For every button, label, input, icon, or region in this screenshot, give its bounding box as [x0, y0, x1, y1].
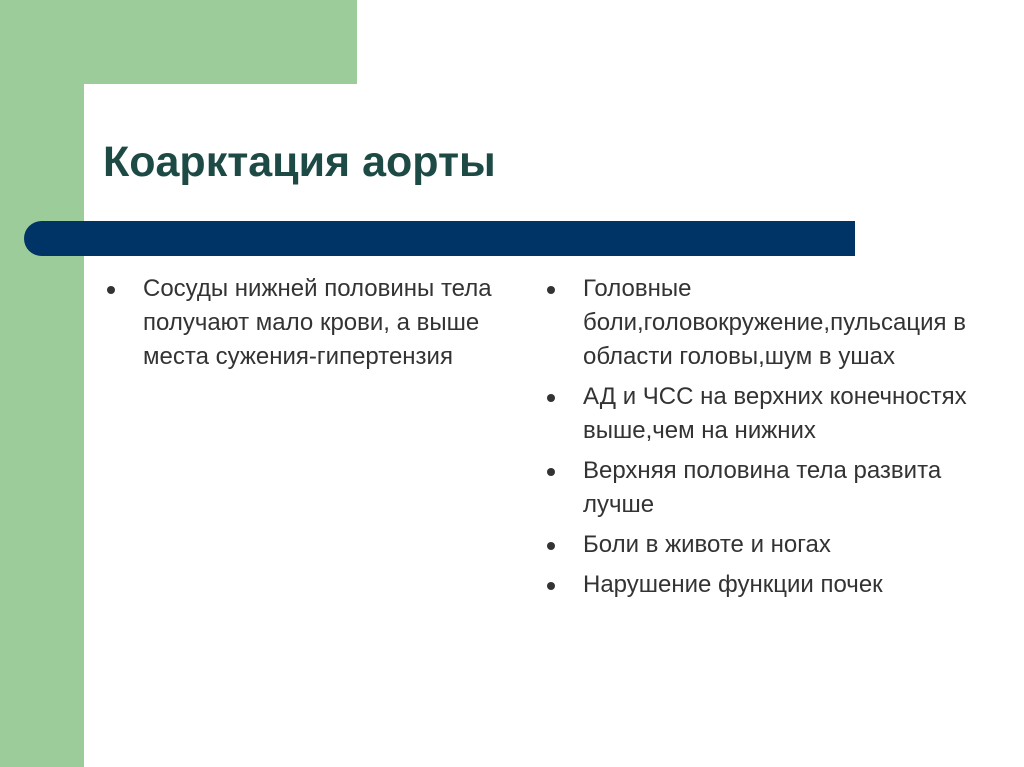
list-item [105, 272, 525, 374]
list-item [545, 272, 1005, 374]
list-item [545, 528, 1005, 562]
right-bullet-list [545, 272, 1005, 608]
bullet-icon [547, 394, 555, 402]
list-item [545, 454, 1005, 522]
decor-green-left [0, 0, 84, 767]
title-underline-bar [24, 221, 855, 256]
bullet-icon [547, 468, 555, 476]
list-item-text: Сосуды нижней половины тела получают мало крови, а выше места сужения-гипертензия [143, 275, 492, 370]
bullet-icon [547, 582, 555, 590]
list-item-text: Головные боли,головокружение,пульсация в области головы,шум в ушах [583, 275, 966, 370]
left-bullet-list [105, 272, 525, 380]
list-item-text: АД и ЧСС на верхних конечностях выше,чем на нижних [583, 383, 967, 444]
bullet-icon [547, 542, 555, 550]
bullet-icon [107, 286, 115, 294]
list-item [545, 380, 1005, 448]
slide-title: Коарктация аорты [103, 138, 496, 186]
bullet-icon [547, 286, 555, 294]
list-item-text: Боли в животе и ногах [583, 531, 831, 558]
list-item-text: Верхняя половина тела развита лучше [583, 457, 942, 518]
list-item [545, 568, 1005, 602]
list-item-text: Нарушение функции почек [583, 571, 883, 598]
